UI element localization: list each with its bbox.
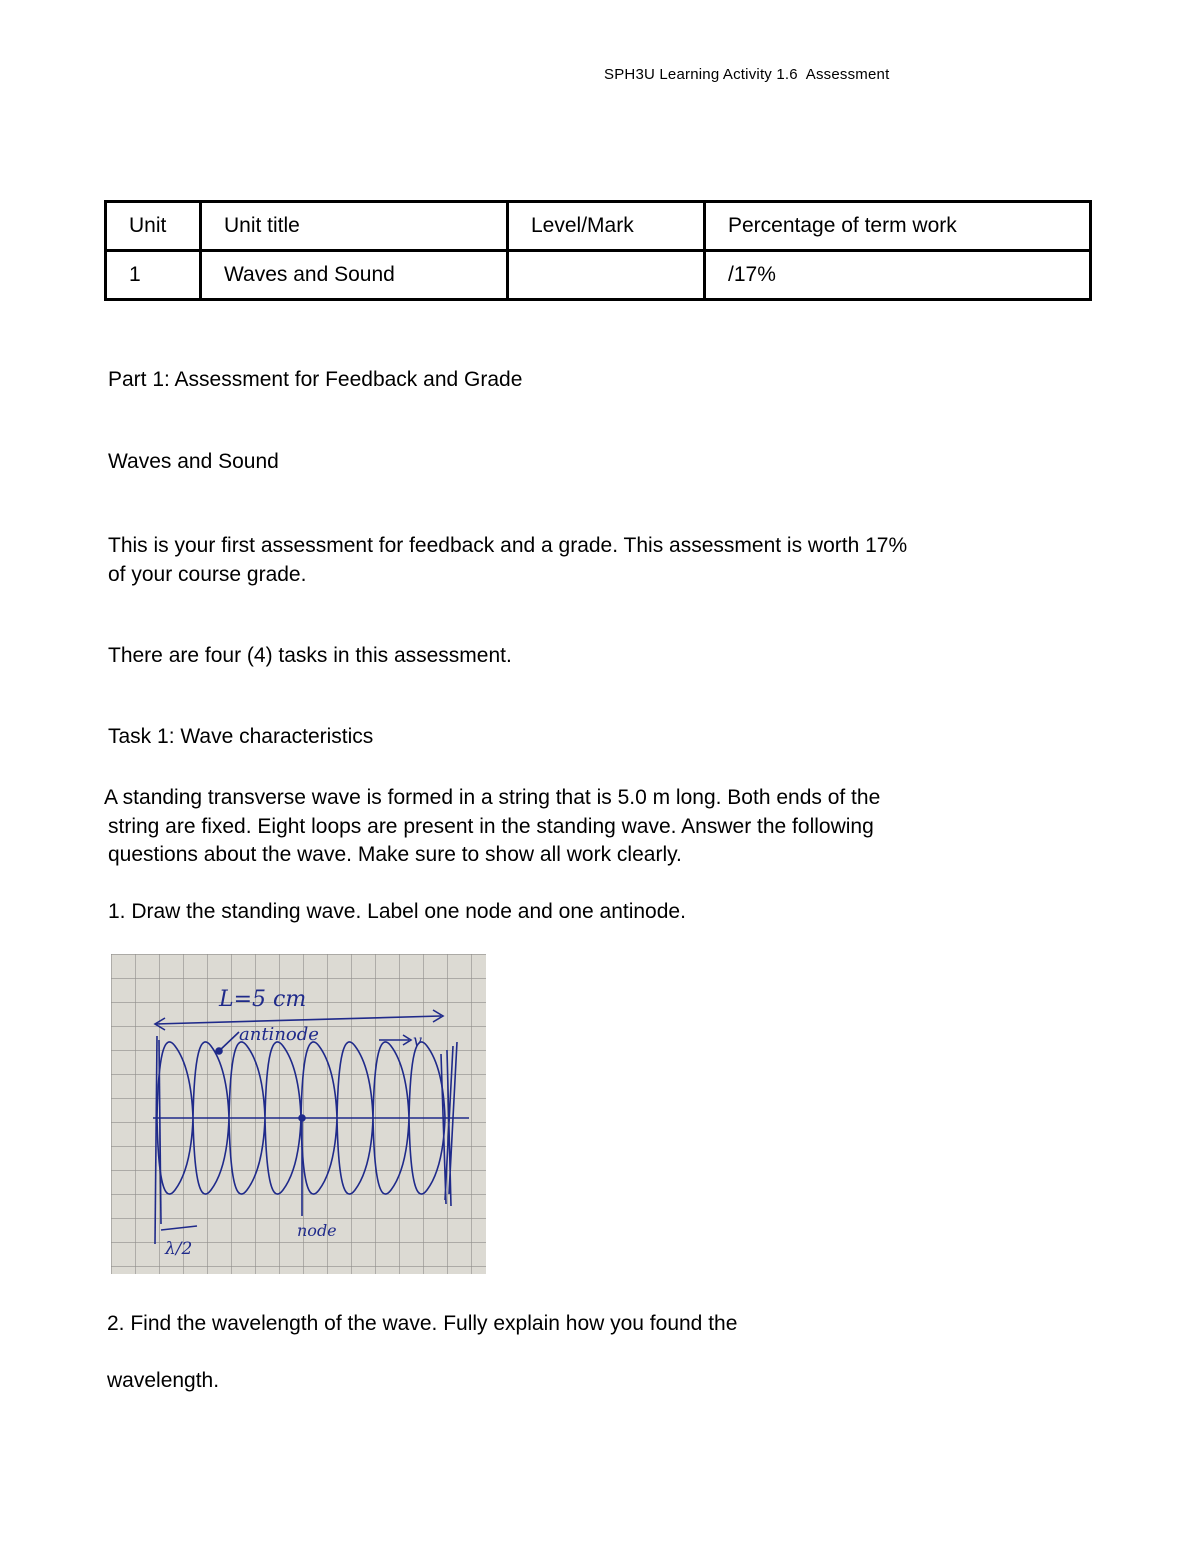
standing-wave-sketch xyxy=(111,954,486,1274)
antinode-label: antinode xyxy=(239,1024,319,1045)
part-title: Part 1: Assessment for Feedback and Grade xyxy=(108,368,523,391)
table-header-cell: Level/Mark xyxy=(508,202,705,251)
section-title: Waves and Sound xyxy=(108,450,279,473)
table-header-cell: Percentage of term work xyxy=(705,202,1091,251)
question-2-line-1: 2. Find the wavelength of the wave. Fully explain how you found the xyxy=(107,1312,738,1335)
task1-desc-line-3: questions about the wave. Make sure to show all work clearly. xyxy=(108,843,682,866)
node-label: node xyxy=(297,1221,337,1240)
task1-desc-line-1: A standing transverse wave is formed in a string that is 5.0 m long. Both ends of the xyxy=(104,786,881,809)
intro-line-2: of your course grade. xyxy=(108,563,307,586)
table-cell-unit: 1 xyxy=(106,251,201,300)
table-row xyxy=(106,251,1091,300)
length-label: L=5 cm xyxy=(219,987,307,1012)
question-1: 1. Draw the standing wave. Label one node and one antinode. xyxy=(108,900,686,923)
lambda-label: λ/2 xyxy=(165,1239,193,1259)
unit-table xyxy=(104,200,1092,301)
velocity-label: v xyxy=(413,1031,423,1050)
task1-title: Task 1: Wave characteristics xyxy=(108,725,374,748)
table-cell-title: Waves and Sound xyxy=(201,251,508,300)
standing-wave-drawing xyxy=(111,954,486,1274)
table-header-cell: Unit title xyxy=(201,202,508,251)
task1-desc-line-2: string are fixed. Eight loops are present in the standing wave. Answer the following xyxy=(108,815,874,838)
table-cell-percentage: /17% xyxy=(705,251,1091,300)
question-2-line-2: wavelength. xyxy=(107,1369,220,1392)
table-header-cell: Unit xyxy=(106,202,201,251)
tasks-count: There are four (4) tasks in this assessment. xyxy=(108,644,512,667)
intro-line-1: This is your first assessment for feedback and a grade. This assessment is worth 17% xyxy=(108,534,908,557)
page-header: SPH3U Learning Activity 1.6 Assessment xyxy=(604,66,890,83)
table-cell-mark[interactable] xyxy=(508,251,705,300)
table-header-row xyxy=(106,202,1091,251)
